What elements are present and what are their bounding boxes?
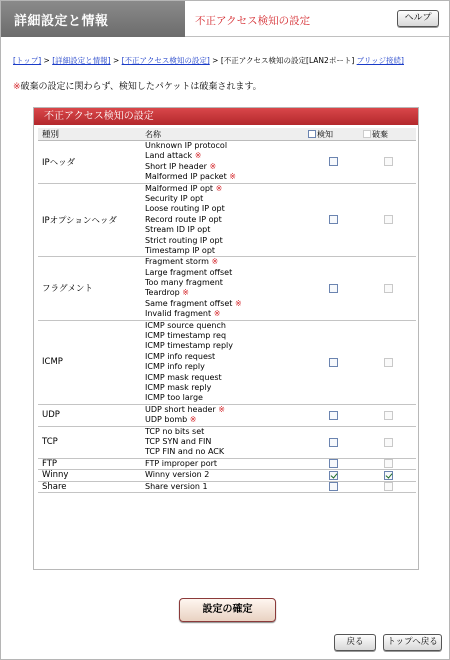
- always-discard-mark: ※: [209, 161, 217, 171]
- breadcrumb-separator: >: [209, 56, 221, 65]
- row-names: [143, 183, 306, 257]
- discard-checkbox[interactable]: [384, 482, 393, 491]
- detection-name: [145, 341, 306, 351]
- discard-notice: [13, 79, 262, 92]
- detection-name-text: ICMP mask request: [145, 372, 222, 382]
- detection-name: [145, 447, 306, 457]
- detect-all-checkbox[interactable]: [308, 130, 316, 138]
- detection-name: [145, 278, 306, 288]
- always-discard-mark: ※: [182, 288, 189, 298]
- back-to-top-button[interactable]: トップへ戻る: [383, 634, 442, 651]
- discard-checkbox[interactable]: [384, 459, 393, 468]
- column-header-detect-label: 検知: [317, 129, 333, 139]
- detect-checkbox[interactable]: [329, 358, 338, 367]
- detection-name-text: UDP bomb: [145, 415, 188, 425]
- row-category: Share: [38, 481, 143, 492]
- detection-name: [145, 215, 306, 225]
- detection-name-text: Short IP header: [145, 161, 207, 171]
- detection-name: [145, 204, 306, 214]
- detection-name: [145, 373, 306, 383]
- detection-name-text: UDP short header: [145, 404, 216, 414]
- discard-checkbox[interactable]: [384, 358, 393, 367]
- row-names: [143, 257, 306, 320]
- detection-name: [145, 236, 306, 246]
- notice-mark: ※: [13, 82, 21, 92]
- table-row: [38, 470, 416, 481]
- detection-name: [145, 321, 306, 331]
- row-detect-cell: [306, 426, 361, 458]
- detection-name-text: TCP FIN and no ACK: [145, 447, 225, 457]
- detection-name: [145, 437, 306, 447]
- detection-name-text: Loose routing IP opt: [145, 204, 225, 214]
- panel-title: 不正アクセス検知の設定: [34, 108, 418, 125]
- row-discard-cell: [361, 481, 416, 492]
- page-title: 不正アクセス検知の設定: [195, 15, 311, 27]
- detection-name: [145, 352, 306, 362]
- detection-name: [145, 405, 306, 415]
- detection-name: [145, 151, 306, 161]
- detect-checkbox[interactable]: [329, 411, 338, 420]
- detection-name: [145, 393, 306, 403]
- detection-name-text: Malformed IP opt: [145, 183, 214, 193]
- table-row: [38, 320, 416, 404]
- detection-name-text: ICMP too large: [145, 393, 203, 403]
- detection-name-text: ICMP info reply: [145, 362, 205, 372]
- detection-name: [145, 162, 306, 172]
- row-names: [143, 426, 306, 458]
- detection-name: [145, 415, 306, 425]
- detection-name-text: ICMP source quench: [145, 320, 226, 330]
- detection-name-text: Land attack: [145, 151, 193, 161]
- detect-checkbox[interactable]: [329, 215, 338, 224]
- column-header-detect: [306, 128, 361, 141]
- table-row: [38, 458, 416, 469]
- detection-name-text: Strict routing IP opt: [145, 235, 223, 245]
- detection-name-text: Malformed IP packet: [145, 172, 227, 182]
- detection-name: [145, 331, 306, 341]
- row-category: TCP: [38, 426, 143, 458]
- row-discard-cell: [361, 458, 416, 469]
- always-discard-mark: ※: [213, 309, 221, 319]
- row-category: UDP: [38, 404, 143, 426]
- table-row: [38, 426, 416, 458]
- column-header-category: 種別: [38, 128, 143, 141]
- detection-name: [145, 427, 306, 437]
- detection-name: [145, 194, 306, 204]
- detection-table: [38, 128, 416, 493]
- breadcrumb-bridge-link[interactable]: ブリッジ接続]: [356, 56, 404, 65]
- row-detect-cell: [306, 458, 361, 469]
- detection-name-text: ICMP timestamp reply: [145, 341, 233, 351]
- detection-name-text: Too many fragment: [145, 278, 223, 288]
- detect-checkbox[interactable]: [329, 284, 338, 293]
- breadcrumb-top-link[interactable]: [トップ]: [13, 56, 42, 65]
- detection-name: [145, 257, 306, 267]
- row-names: [143, 458, 306, 469]
- detection-name: [145, 141, 306, 151]
- detection-name: [145, 299, 306, 309]
- always-discard-mark: ※: [229, 172, 236, 182]
- section-title-bar: [1, 1, 185, 37]
- help-button[interactable]: ヘルプ: [397, 10, 439, 27]
- discard-checkbox[interactable]: [384, 411, 393, 420]
- row-discard-cell: [361, 426, 416, 458]
- detection-name: [145, 268, 306, 278]
- breadcrumb-advanced-link[interactable]: [詳細設定と情報]: [52, 56, 111, 65]
- row-detect-cell: [306, 320, 361, 404]
- detection-name-text: Timestamp IP opt: [145, 245, 216, 255]
- row-discard-cell: [361, 404, 416, 426]
- discard-checkbox[interactable]: [384, 157, 393, 166]
- confirm-settings-button[interactable]: 設定の確定: [179, 598, 276, 622]
- column-header-discard: [361, 128, 416, 141]
- detection-name-text: Share version 1: [145, 481, 208, 491]
- detection-name: [145, 309, 306, 319]
- table-row: [38, 183, 416, 257]
- notice-text: 破棄の設定に関わらず、検知したパケットは破棄されます。: [20, 82, 262, 92]
- detection-name-text: Record route IP opt: [145, 214, 222, 224]
- detection-name-text: FTP improper port: [145, 458, 218, 468]
- row-names: [143, 481, 306, 492]
- row-category: フラグメント: [38, 257, 143, 320]
- row-discard-cell: [361, 470, 416, 481]
- detection-name-text: ICMP timestamp req: [145, 331, 227, 341]
- detection-name-text: Teardrop: [145, 288, 180, 298]
- detect-checkbox[interactable]: [329, 482, 338, 491]
- detection-name-text: Fragment storm: [145, 257, 209, 267]
- table-row: [38, 481, 416, 492]
- row-detect-cell: [306, 481, 361, 492]
- discard-checkbox[interactable]: [384, 215, 393, 224]
- detection-name-text: Unknown IP protocol: [145, 141, 228, 150]
- breadcrumb: [13, 55, 443, 66]
- always-discard-mark: ※: [218, 404, 225, 414]
- row-category: FTP: [38, 458, 143, 469]
- row-names: [143, 320, 306, 404]
- detection-name: [145, 383, 306, 393]
- detection-name: [145, 288, 306, 298]
- row-category: IPヘッダ: [38, 141, 143, 184]
- row-category: IPオプションヘッダ: [38, 183, 143, 257]
- row-discard-cell: [361, 257, 416, 320]
- always-discard-mark: ※: [189, 415, 197, 425]
- discard-all-checkbox[interactable]: [363, 130, 371, 138]
- detection-name: [145, 225, 306, 235]
- detection-name-text: Invalid fragment: [145, 309, 212, 319]
- detect-checkbox[interactable]: [329, 157, 338, 166]
- detection-name-text: TCP no bits set: [145, 426, 205, 436]
- detection-name-text: Stream ID IP opt: [145, 225, 211, 235]
- page-title-bar: [185, 1, 449, 37]
- row-discard-cell: [361, 141, 416, 184]
- detection-name: [145, 470, 306, 480]
- table-row: [38, 141, 416, 184]
- row-detect-cell: [306, 470, 361, 481]
- row-discard-cell: [361, 183, 416, 257]
- discard-checkbox[interactable]: [384, 438, 393, 447]
- breadcrumb-separator: >: [110, 56, 122, 65]
- discard-checkbox[interactable]: [384, 284, 393, 293]
- column-header-discard-label: 破棄: [372, 129, 388, 139]
- row-detect-cell: [306, 141, 361, 184]
- always-discard-mark: ※: [234, 298, 242, 308]
- detection-name-text: Large fragment offset: [145, 267, 233, 277]
- breadcrumb-separator: >: [41, 56, 53, 65]
- detection-name-text: Winny version 2: [145, 470, 210, 480]
- row-names: [143, 141, 306, 184]
- detect-checkbox[interactable]: [329, 459, 338, 468]
- breadcrumb-intrusion-link[interactable]: [不正アクセス検知の設定]: [121, 56, 210, 65]
- row-names: [143, 470, 306, 481]
- discard-checkbox[interactable]: [384, 471, 393, 480]
- always-discard-mark: ※: [194, 151, 202, 161]
- always-discard-mark: ※: [215, 183, 223, 193]
- detection-name-text: ICMP mask reply: [145, 382, 212, 392]
- row-detect-cell: [306, 183, 361, 257]
- detection-name-text: Security IP opt: [145, 193, 204, 203]
- intrusion-detection-panel: [33, 107, 419, 570]
- column-header-name: 名称: [143, 128, 306, 141]
- row-category: Winny: [38, 470, 143, 481]
- detection-name: [145, 482, 306, 492]
- back-button[interactable]: 戻る: [334, 634, 376, 651]
- header: [1, 1, 449, 37]
- row-detect-cell: [306, 404, 361, 426]
- detect-checkbox[interactable]: [329, 438, 338, 447]
- detection-name-text: Same fragment offset: [145, 298, 233, 308]
- detection-name-text: TCP SYN and FIN: [145, 436, 212, 446]
- breadcrumb-current: [不正アクセス検知の設定[LAN2ポート]: [220, 56, 355, 65]
- detection-name: [145, 459, 306, 469]
- detection-name-text: ICMP info request: [145, 351, 216, 361]
- table-header-row: [38, 128, 416, 141]
- row-names: [143, 404, 306, 426]
- table-row: [38, 404, 416, 426]
- detection-name: [145, 246, 306, 256]
- detection-name: [145, 362, 306, 372]
- detection-name: [145, 184, 306, 194]
- row-category: ICMP: [38, 320, 143, 404]
- row-discard-cell: [361, 320, 416, 404]
- always-discard-mark: ※: [211, 257, 219, 267]
- detect-checkbox[interactable]: [329, 471, 338, 480]
- row-detect-cell: [306, 257, 361, 320]
- table-row: [38, 257, 416, 320]
- detection-name: [145, 172, 306, 182]
- section-title: 詳細設定と情報: [14, 14, 109, 29]
